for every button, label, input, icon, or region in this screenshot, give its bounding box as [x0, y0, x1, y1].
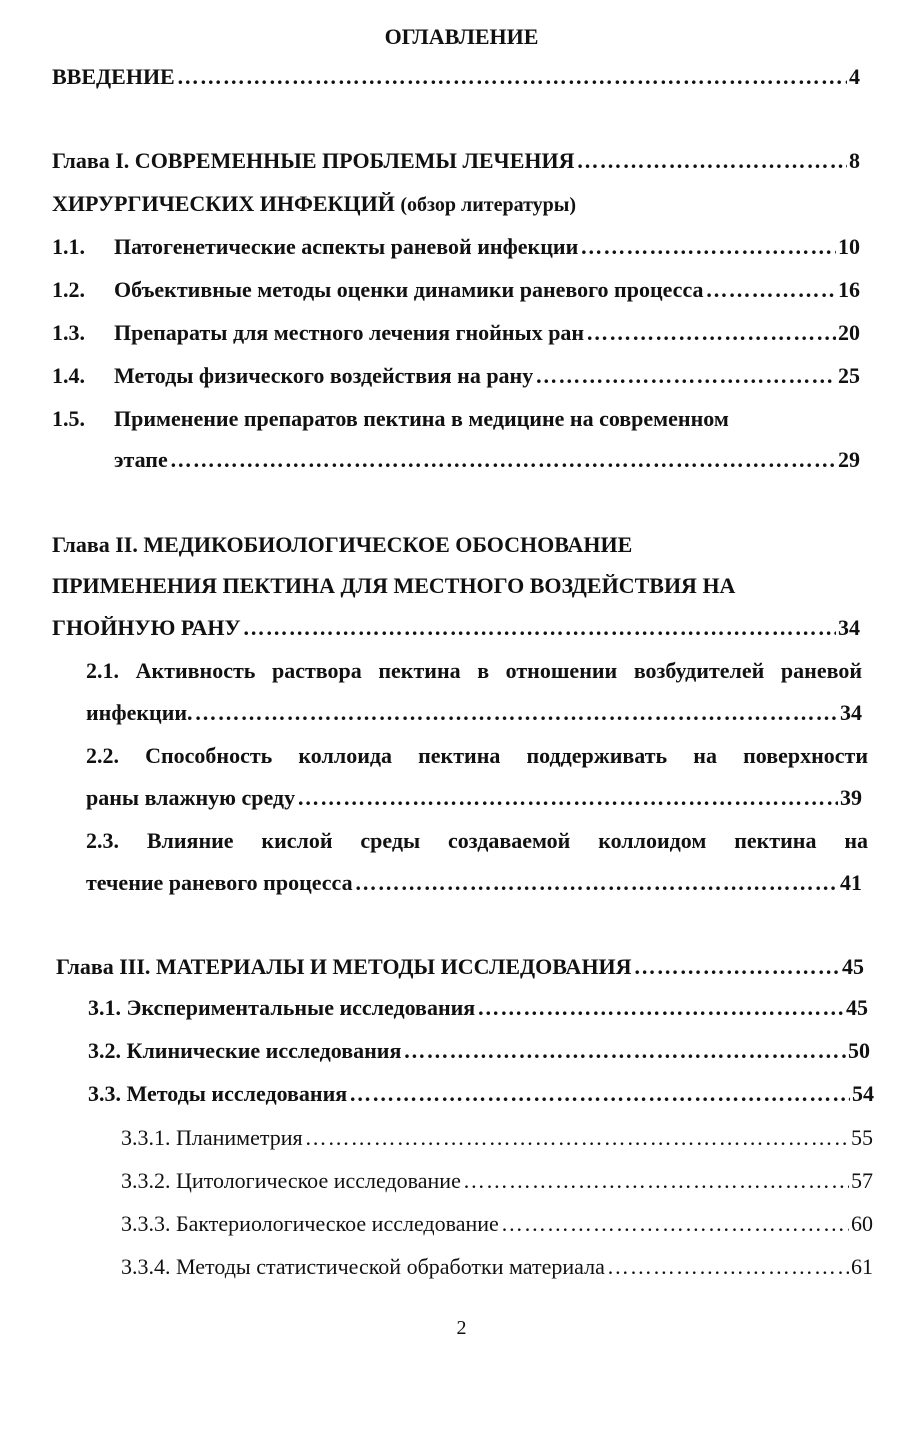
toc-entry-label: раны влажную среду: [86, 785, 296, 810]
toc-chapter-2-heading-line2: ПРИМЕНЕНИЯ ПЕКТИНА ДЛЯ МЕСТНОГО ВОЗДЕЙСТВИЯ НА: [52, 573, 736, 598]
toc-chapter-2-heading-line3: [52, 613, 860, 643]
toc-entry-label: Патогенетические аспекты раневой инфекции: [114, 234, 579, 259]
toc-entry-label: Применение препаратов пектина в медицине на современном: [114, 406, 729, 431]
toc-chapter-2-heading: Глава II. МЕДИКОБИОЛОГИЧЕСКОЕ ОБОСНОВАНИЕ: [52, 532, 633, 557]
leader-dots: [634, 952, 840, 982]
toc-entry-label: 3.3.1. Планиметрия: [121, 1125, 303, 1150]
toc-entry-1-3: [52, 318, 860, 348]
toc-page-number: 45: [846, 995, 868, 1020]
toc-page-number: 57: [851, 1168, 873, 1193]
leader-dots: [243, 613, 836, 643]
toc-page-number: 10: [838, 234, 860, 259]
leader-dots: [349, 1079, 850, 1109]
toc-page-number: 29: [838, 447, 860, 472]
toc-entry-label: Препараты для местного лечения гнойных ран: [114, 320, 585, 345]
toc-entry-3-3: [88, 1079, 874, 1109]
toc-page-number: 55: [851, 1125, 873, 1150]
toc-page-number: 54: [852, 1081, 874, 1106]
toc-entry-label: Объективные методы оценки динамики раневого процесса: [114, 277, 704, 302]
toc-entry-label: 3.3. Методы исследования: [88, 1081, 348, 1106]
leader-dots: [586, 318, 836, 348]
toc-entry-number: 1.1.: [52, 234, 85, 259]
leader-dots: [170, 445, 836, 475]
toc-page-number: 50: [848, 1038, 870, 1063]
toc-entry-2-3-line2: [86, 868, 862, 898]
toc-entry-3-1: [88, 993, 868, 1023]
leader-dots: [577, 146, 848, 176]
page-number: 2: [456, 1317, 467, 1339]
leader-dots: [355, 868, 838, 898]
toc-entry-label: течение раневого процесса: [86, 870, 353, 895]
toc-entry-label: ХИРУРГИЧЕСКИХ ИНФЕКЦИЙ: [52, 191, 395, 216]
leader-dots: [477, 993, 844, 1023]
toc-page-number: 4: [849, 64, 860, 89]
toc-entry-label: Методы физического воздействия на рану: [114, 363, 534, 388]
toc-entry-number: 1.5.: [52, 406, 85, 431]
toc-page-number: 34: [838, 615, 860, 640]
toc-page-number: 20: [838, 320, 860, 345]
leader-dots: [501, 1209, 849, 1239]
toc-page-number: 16: [838, 277, 860, 302]
toc-entry-intro: [52, 62, 860, 92]
toc-page-number: 39: [840, 785, 862, 810]
toc-entry-3-2: [88, 1036, 870, 1066]
toc-entry-label: инфекции.: [86, 700, 193, 725]
leader-dots: [195, 698, 838, 728]
toc-entry-1-4: [52, 361, 860, 391]
toc-entry-number: 1.3.: [52, 320, 85, 345]
toc-entry-number: 1.2.: [52, 277, 85, 302]
toc-entry-1-2: [52, 275, 860, 305]
toc-entry-label: 3.3.2. Цитологическое исследование: [121, 1168, 461, 1193]
toc-page-number: 45: [842, 954, 864, 979]
toc-page-number: 25: [838, 363, 860, 388]
toc-entry-number: 1.4.: [52, 363, 85, 388]
toc-entry-2-1: 2.1. Активность раствора пектина в отношении возбудителей раневой: [86, 658, 862, 683]
toc-chapter-1-heading-line2: [52, 189, 860, 219]
leader-dots: [580, 232, 836, 262]
leader-dots: [535, 361, 836, 391]
leader-dots: [607, 1252, 849, 1282]
toc-entry-2-1-line2: [86, 698, 862, 728]
toc-entry-2-2-line2: [86, 783, 862, 813]
toc-entry-3-3-1: [121, 1123, 873, 1153]
toc-entry-label: 3.3.3. Бактериологическое исследование: [121, 1211, 499, 1236]
toc-entry-label: 3.3.4. Методы статистической обработки материала: [121, 1254, 605, 1279]
toc-entry-3-3-3: [121, 1209, 873, 1239]
leader-dots: [297, 783, 838, 813]
toc-entry-label: ВВЕДЕНИЕ: [52, 64, 175, 89]
toc-entry-2-3: 2.3. Влияние кислой среды создаваемой коллоидом пектина на: [86, 828, 868, 853]
toc-entry-3-3-4: [121, 1252, 873, 1282]
toc-chapter-3-heading: [56, 952, 864, 982]
toc-page-number: 61: [851, 1254, 873, 1279]
toc-entry-label: 3.1. Экспериментальные исследования: [88, 995, 476, 1020]
toc-entry-label: этапе: [114, 447, 168, 472]
toc-page-number: 8: [849, 148, 860, 173]
leader-dots: [305, 1123, 849, 1153]
toc-entry-label: ГНОЙНУЮ РАНУ: [52, 615, 241, 640]
leader-dots: [177, 62, 847, 92]
toc-entry-1-5-line2: [114, 445, 860, 475]
toc-page-number: 60: [851, 1211, 873, 1236]
toc-page-number: 41: [840, 870, 862, 895]
toc-entry-label: 3.2. Клинические исследования: [88, 1038, 402, 1063]
toc-entry-2-2: 2.2. Способность коллоида пектина поддерживать на поверхности: [86, 743, 868, 768]
leader-dots: [403, 1036, 846, 1066]
toc-chapter-1-heading: [52, 146, 860, 176]
toc-title: ОГЛАВЛЕНИЕ: [384, 24, 539, 49]
leader-dots: [463, 1166, 849, 1196]
toc-entry-label: Глава I. СОВРЕМЕННЫЕ ПРОБЛЕМЫ ЛЕЧЕНИЯ: [52, 148, 575, 173]
toc-page-number: 34: [840, 700, 862, 725]
toc-entry-3-3-2: [121, 1166, 873, 1196]
toc-entry-label: Глава III. МАТЕРИАЛЫ И МЕТОДЫ ИССЛЕДОВАНИЯ: [56, 954, 632, 979]
leader-dots: [705, 275, 836, 305]
toc-entry-note: (обзор литературы): [400, 194, 577, 216]
toc-entry-1-5: [52, 404, 860, 434]
toc-entry-1-1: [52, 232, 860, 262]
